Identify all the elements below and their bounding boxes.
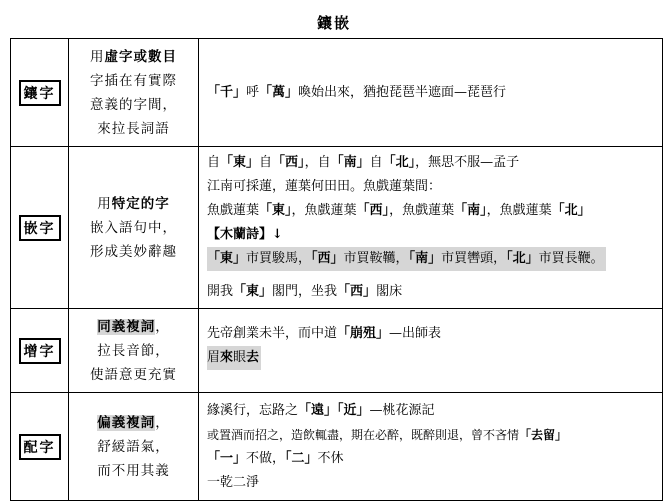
rhetoric-table xyxy=(10,38,663,501)
emphasized-word: 【木蘭詩】 xyxy=(207,227,273,242)
desc-keyword: 虛字或數目 xyxy=(104,48,177,65)
example-line-highlighted: 「東」市買駿馬，「西」市買鞍韉，「南」市買轡頭，「北」市買長鞭。 xyxy=(207,247,606,271)
row-description xyxy=(69,309,199,393)
emphasized-word: 「東」 xyxy=(233,284,273,299)
example-line: 自「東」自「西」，自「南」自「北」，無思不服—孟子 xyxy=(207,155,520,170)
row-examples xyxy=(199,147,663,309)
table-row xyxy=(11,393,663,501)
emphasized-word: 「西」 xyxy=(356,203,390,218)
desc-keyword: 偏義複詞 xyxy=(97,414,156,431)
table-row xyxy=(11,39,663,147)
row-label: 鑲字 xyxy=(19,80,61,106)
desc-text: 嵌入語句中， xyxy=(90,219,177,236)
emphasized-word: 「二」 xyxy=(285,450,318,466)
row-label: 增字 xyxy=(19,338,61,364)
emphasized-word: 「西」 xyxy=(311,251,344,266)
example-line: 先帝創業未半，而中道「崩殂」—出師表 xyxy=(207,326,442,341)
desc-text: 舒緩語氣， xyxy=(97,438,170,455)
emphasized-word: 「西」 xyxy=(272,155,305,170)
example-line: 江南可採蓮，蓮葉何田田。魚戲蓮葉間： xyxy=(207,179,442,194)
emphasized-word: 「南」 xyxy=(408,251,442,266)
emphasized-word: 「一」 xyxy=(207,450,247,466)
desc-text: 拉長音節， xyxy=(97,342,170,359)
emphasized-word: 去 xyxy=(246,350,260,365)
desc-text: 用 xyxy=(97,195,112,212)
desc-text: 而不用其義 xyxy=(97,462,170,479)
desc-keyword: 同義複詞 xyxy=(97,318,156,335)
emphasized-word: 「南」 xyxy=(330,155,370,170)
desc-text: 字插在有實際 xyxy=(90,72,177,89)
desc-text: ， xyxy=(155,414,170,431)
table-row xyxy=(11,309,663,393)
emphasized-word: 「萬」 xyxy=(259,84,299,100)
row-description xyxy=(69,393,199,501)
emphasized-word: 「近」 xyxy=(337,402,370,418)
example-line: 緣溪行，忘路之「遠」「近」—桃花源記 xyxy=(207,402,435,418)
emphasized-word: 「東」 xyxy=(259,203,292,218)
example-line-highlighted: 眉來眼去 xyxy=(207,346,261,370)
page-title: 鑲嵌 xyxy=(316,14,351,32)
emphasized-word: 「北」 xyxy=(382,155,416,170)
row-label: 嵌字 xyxy=(19,215,61,241)
desc-text: 使語意更充實 xyxy=(90,366,177,383)
table-row xyxy=(11,147,663,309)
emphasized-word: 「北」 xyxy=(506,251,539,266)
example-line: 「千」呼「萬」喚始出來，猶抱琵琶半遮面—琵琶行 xyxy=(207,84,507,100)
row-label: 配字 xyxy=(19,434,61,460)
desc-text: 意義的字間， xyxy=(90,96,177,113)
emphasized-word: 「千」 xyxy=(207,84,247,100)
emphasized-word: 來 xyxy=(220,350,234,365)
emphasized-word: 「南」 xyxy=(454,203,487,218)
down-arrow-icon: ↓ xyxy=(272,227,283,242)
desc-keyword: 特定的字 xyxy=(111,195,170,212)
example-line xyxy=(207,223,662,247)
emphasized-word: 「遠」 xyxy=(298,402,338,418)
example-line: 或置酒而招之，造飲輒盡，期在必醉，既醉則退，曾不吝情「去留」 xyxy=(207,427,568,442)
emphasized-word: 「西」 xyxy=(337,284,377,299)
desc-text: 形成美妙辭趣 xyxy=(90,243,177,260)
example-line: 一乾二淨 xyxy=(207,474,260,490)
desc-text: 用 xyxy=(90,48,105,65)
row-examples xyxy=(199,39,663,147)
example-line: 開我「東」閣門，坐我「西」閣床 xyxy=(207,284,403,299)
desc-text: 來拉長詞語 xyxy=(97,120,170,137)
example-line: 魚戲蓮葉「東」，魚戲蓮葉「西」，魚戲蓮葉「南」，魚戲蓮葉「北」 xyxy=(207,203,591,218)
row-description xyxy=(69,39,199,147)
emphasized-word: 「東」 xyxy=(220,155,260,170)
example-line: 「一」不做，「二」不休 xyxy=(207,450,344,466)
row-examples xyxy=(199,309,663,393)
row-examples xyxy=(199,393,663,501)
emphasized-word: 「去留」 xyxy=(519,427,568,442)
desc-text: ， xyxy=(155,318,170,335)
emphasized-word: 「崩殂」 xyxy=(337,326,390,341)
row-description xyxy=(69,147,199,309)
emphasized-word: 「東」 xyxy=(207,251,247,266)
emphasized-word: 「北」 xyxy=(551,203,591,218)
